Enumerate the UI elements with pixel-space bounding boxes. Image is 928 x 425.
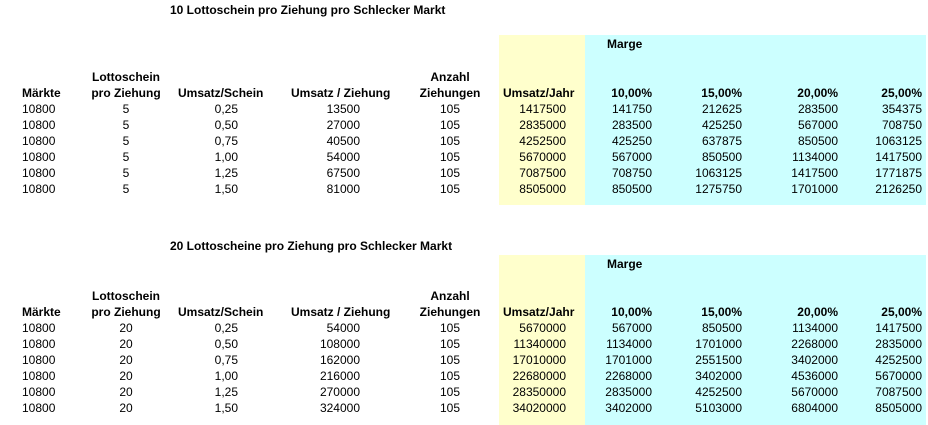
cell-umsatz-schein: 0,50	[214, 337, 238, 351]
header-umsatz-jahr: Umsatz/Jahr	[503, 86, 575, 100]
cell-maerkte: 10800	[22, 321, 56, 335]
cell-lottoschein: 5	[122, 182, 130, 196]
cell-marge-15: 1063125	[695, 166, 742, 180]
header-marge-25: 25,00%	[881, 305, 922, 319]
cell-marge-10: 1701000	[605, 353, 652, 367]
cell-marge-10: 850500	[611, 182, 652, 196]
cell-anzahl: 105	[439, 118, 461, 132]
cell-marge-10: 3402000	[605, 401, 652, 415]
cell-umsatz-schein: 0,25	[214, 102, 238, 116]
header-umsatz-ziehung: Umsatz / Ziehung	[291, 305, 391, 319]
cell-umsatz-jahr: 34020000	[512, 401, 566, 415]
cell-marge-20: 283500	[797, 102, 838, 116]
cell-umsatz-jahr: 4252500	[519, 134, 566, 148]
cell-marge-15: 637875	[701, 134, 742, 148]
header-lottoschein-line2: pro Ziehung	[91, 305, 161, 319]
cell-umsatz-ziehung: 13500	[326, 102, 360, 116]
cell-lottoschein: 5	[122, 134, 130, 148]
cell-maerkte: 10800	[22, 118, 56, 132]
header-umsatz-schein: Umsatz/Schein	[178, 305, 264, 319]
cell-umsatz-ziehung: 40500	[326, 134, 360, 148]
cell-maerkte: 10800	[22, 134, 56, 148]
cell-anzahl: 105	[439, 337, 461, 351]
cell-umsatz-jahr: 28350000	[512, 385, 566, 399]
cell-marge-25: 1063125	[875, 134, 922, 148]
cell-marge-20: 1701000	[791, 182, 838, 196]
cell-marge-25: 7087500	[875, 385, 922, 399]
cell-umsatz-ziehung: 81000	[326, 182, 360, 196]
section-title: 10 Lottoschein pro Ziehung pro Schlecker Markt	[170, 3, 446, 17]
cell-marge-15: 2551500	[695, 353, 742, 367]
cell-umsatz-schein: 0,75	[214, 134, 238, 148]
header-maerkte: Märkte	[22, 86, 61, 100]
cell-umsatz-schein: 1,50	[214, 182, 238, 196]
cell-anzahl: 105	[439, 134, 461, 148]
cell-lottoschein: 20	[119, 385, 133, 399]
cell-lottoschein: 5	[122, 102, 130, 116]
cell-anzahl: 105	[439, 150, 461, 164]
cell-anzahl: 105	[439, 385, 461, 399]
cell-umsatz-schein: 0,50	[214, 118, 238, 132]
cell-marge-15: 1701000	[695, 337, 742, 351]
cell-marge-10: 425250	[611, 134, 652, 148]
cell-umsatz-ziehung: 54000	[326, 321, 360, 335]
cell-maerkte: 10800	[22, 102, 56, 116]
cell-marge-25: 5670000	[875, 369, 922, 383]
cell-marge-15: 425250	[701, 118, 742, 132]
cell-lottoschein: 20	[119, 353, 133, 367]
cell-marge-20: 4536000	[791, 369, 838, 383]
cell-lottoschein: 5	[122, 118, 130, 132]
header-lottoschein-line2: pro Ziehung	[91, 86, 161, 100]
cell-umsatz-jahr: 8505000	[519, 182, 566, 196]
cell-umsatz-schein: 1,25	[214, 385, 238, 399]
cell-umsatz-jahr: 5670000	[519, 150, 566, 164]
cell-marge-10: 708750	[611, 166, 652, 180]
cell-marge-25: 1417500	[875, 150, 922, 164]
header-marge-15: 15,00%	[701, 86, 742, 100]
header-marge-20: 20,00%	[797, 305, 838, 319]
cell-umsatz-jahr: 11340000	[513, 337, 566, 351]
cell-marge-20: 1417500	[791, 166, 838, 180]
header-anzahl-line2: Ziehungen	[419, 305, 481, 319]
header-umsatz-jahr: Umsatz/Jahr	[503, 305, 575, 319]
cell-umsatz-jahr: 5670000	[519, 321, 566, 335]
cell-umsatz-ziehung: 270000	[319, 385, 360, 399]
cell-umsatz-ziehung: 54000	[326, 150, 360, 164]
cell-umsatz-schein: 1,25	[214, 166, 238, 180]
cell-marge-20: 567000	[797, 118, 838, 132]
cell-marge-25: 2126250	[875, 182, 922, 196]
cell-umsatz-schein: 0,25	[214, 321, 238, 335]
cell-maerkte: 10800	[22, 369, 56, 383]
header-marge-25: 25,00%	[881, 86, 922, 100]
cell-marge-15: 850500	[701, 150, 742, 164]
cell-lottoschein: 20	[119, 401, 133, 415]
cell-marge-25: 4252500	[875, 353, 922, 367]
cell-umsatz-schein: 1,50	[214, 401, 238, 415]
cell-umsatz-ziehung: 162000	[319, 353, 360, 367]
cell-marge-15: 1275750	[695, 182, 742, 196]
cell-marge-10: 283500	[611, 118, 652, 132]
cell-marge-15: 212625	[701, 102, 742, 116]
cell-umsatz-jahr: 7087500	[519, 166, 566, 180]
cell-lottoschein: 20	[119, 369, 133, 383]
header-anzahl-line1: Anzahl	[430, 289, 470, 303]
cell-umsatz-schein: 0,75	[214, 353, 238, 367]
header-lottoschein-line1: Lottoschein	[92, 70, 160, 84]
cell-marge-15: 3402000	[695, 369, 742, 383]
cell-umsatz-ziehung: 67500	[326, 166, 360, 180]
cell-marge-10: 2268000	[605, 369, 652, 383]
cell-marge-15: 4252500	[695, 385, 742, 399]
cell-marge-15: 5103000	[695, 401, 742, 415]
header-anzahl-line2: Ziehungen	[419, 86, 481, 100]
cell-marge-25: 2835000	[875, 337, 922, 351]
cell-marge-20: 3402000	[791, 353, 838, 367]
cell-marge-20: 6804000	[791, 401, 838, 415]
header-umsatz-schein: Umsatz/Schein	[178, 86, 264, 100]
cell-marge-20: 2268000	[791, 337, 838, 351]
cell-marge-20: 1134000	[792, 321, 838, 335]
cell-marge-10: 1134000	[606, 337, 652, 351]
cell-anzahl: 105	[439, 166, 461, 180]
cell-umsatz-jahr: 22680000	[512, 369, 566, 383]
section-title: 20 Lottoscheine pro Ziehung pro Schlecker Markt	[170, 239, 453, 253]
header-maerkte: Märkte	[22, 305, 61, 319]
cell-marge-10: 567000	[611, 321, 652, 335]
cell-marge-25: 8505000	[875, 401, 922, 415]
cell-marge-10: 141750	[611, 102, 652, 116]
cell-umsatz-jahr: 1417500	[519, 102, 566, 116]
cell-anzahl: 105	[439, 321, 461, 335]
header-marge-10: 10,00%	[611, 305, 652, 319]
cell-marge-20: 5670000	[791, 385, 838, 399]
cell-marge-10: 2835000	[605, 385, 652, 399]
cell-maerkte: 10800	[22, 385, 56, 399]
cell-maerkte: 10800	[22, 150, 56, 164]
cell-marge-25: 1771875	[875, 166, 922, 180]
cell-marge-20: 1134000	[792, 150, 838, 164]
cell-umsatz-schein: 1,00	[214, 369, 238, 383]
cell-umsatz-ziehung: 27000	[326, 118, 360, 132]
cell-umsatz-ziehung: 108000	[319, 337, 360, 351]
header-marge-10: 10,00%	[611, 86, 652, 100]
cell-anzahl: 105	[439, 369, 461, 383]
cell-marge-25: 1417500	[875, 321, 922, 335]
header-marge-15: 15,00%	[701, 305, 742, 319]
marge-label: Marge	[607, 37, 643, 51]
cell-marge-20: 850500	[797, 134, 838, 148]
cell-lottoschein: 5	[122, 166, 130, 180]
cell-marge-10: 567000	[611, 150, 652, 164]
cell-maerkte: 10800	[22, 182, 56, 196]
cell-anzahl: 105	[439, 102, 461, 116]
cell-maerkte: 10800	[22, 353, 56, 367]
header-anzahl-line1: Anzahl	[430, 70, 470, 84]
cell-marge-25: 354375	[881, 102, 922, 116]
header-umsatz-ziehung: Umsatz / Ziehung	[291, 86, 391, 100]
cell-anzahl: 105	[439, 182, 461, 196]
cell-lottoschein: 20	[119, 337, 133, 351]
cell-anzahl: 105	[439, 353, 461, 367]
cell-marge-15: 850500	[701, 321, 742, 335]
cell-marge-25: 708750	[881, 118, 922, 132]
cell-lottoschein: 20	[119, 321, 133, 335]
header-marge-20: 20,00%	[797, 86, 838, 100]
marge-label: Marge	[607, 257, 643, 271]
cell-umsatz-ziehung: 216000	[319, 369, 360, 383]
cell-lottoschein: 5	[122, 150, 130, 164]
cell-umsatz-schein: 1,00	[214, 150, 238, 164]
cell-maerkte: 10800	[22, 166, 56, 180]
cell-umsatz-jahr: 2835000	[519, 118, 566, 132]
header-lottoschein-line1: Lottoschein	[92, 289, 160, 303]
cell-maerkte: 10800	[22, 401, 56, 415]
cell-umsatz-ziehung: 324000	[319, 401, 360, 415]
cell-anzahl: 105	[439, 401, 461, 415]
cell-umsatz-jahr: 17010000	[512, 353, 566, 367]
cell-maerkte: 10800	[22, 337, 56, 351]
